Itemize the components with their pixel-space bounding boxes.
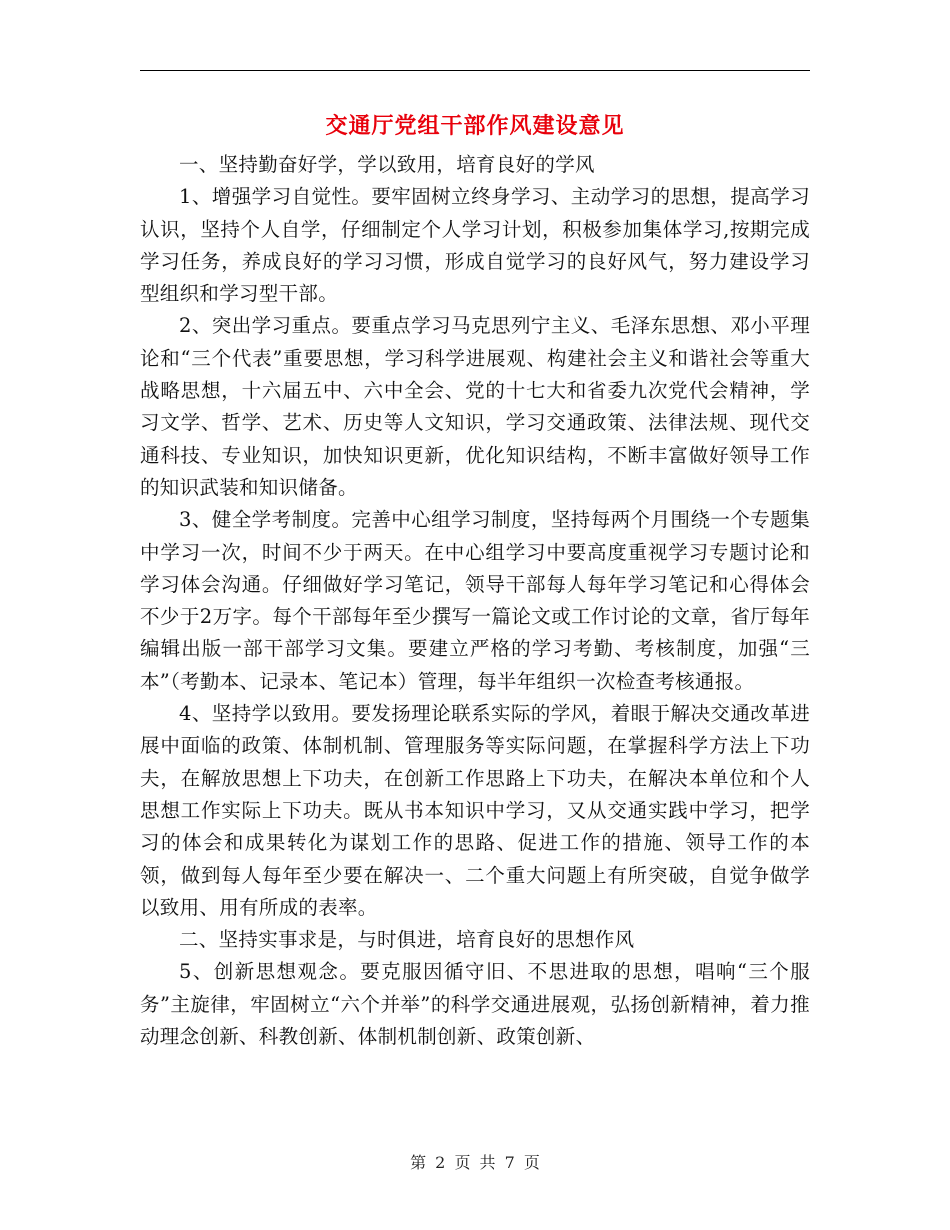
paragraph: 4、坚持学以致用。要发扬理论联系实际的学风，着眼于解决交通改革进展中面临的政策、体制机制、管理服务等实际问题，在掌握科学方法上下功夫，在解放思想上下功夫，在创新工作思路上下功夫，在解决本单位和个人思想工作实际上下功夫。既从书本知识中学习，又从交通实践中学习，把学习的体会和成果转化为谋划工作的思路、促进工作的措施、领导工作的本领，做到每人每年至少要在解决一、二个重大问题上有所突破，自觉争做学以致用、用有所成的表率。: [140, 702, 810, 919]
header-rule: [140, 70, 810, 71]
paragraph: 3、健全学考制度。完善中心组学习制度，坚持每两个月围绕一个专题集中学习一次，时间不少于两天。在中心组学习中要高度重视学习专题讨论和学习体会沟通。仔细做好学习笔记，领导干部每人每年学习笔记和心得体会不少于2万字。每个干部每年至少撰写一篇论文或工作讨论的文章，省厅每年编辑出版一部干部学习文集。要建立严格的学习考勤、考核制度，加强“三本”（考勤本、记录本、笔记本）管理，每半年组织一次检查考核通报。: [140, 508, 810, 693]
document-body: [140, 149, 810, 1053]
document-title: 交通厅党组干部作风建设意见: [325, 113, 625, 139]
page-footer: 第 2 页 共 7 页: [410, 1153, 540, 1172]
paragraph: 5、创新思想观念。要克服因循守旧、不思进取的思想，唱响“三个服务”主旋律，牢固树立“六个并举”的科学交通进展观，弘扬创新精神，着力推动理念创新、科教创新、体制机制创新、政策创新、: [140, 960, 810, 1049]
section-heading: 一、坚持勤奋好学，学以致用，培育良好的学风: [179, 153, 595, 176]
paragraph: 1、增强学习自觉性。要牢固树立终身学习、主动学习的思想，提高学习认识，坚持个人自学，仔细制定个人学习计划，积极参加集体学习,按期完成学习任务，养成良好的学习习惯，形成自觉学习的良好风气，努力建设学习型组织和学习型干部。: [140, 185, 810, 306]
section-heading: 二、坚持实事求是，与时俱进，培育良好的思想作风: [179, 928, 635, 952]
paragraph: 2、突出学习重点。要重点学习马克思列宁主义、毛泽东思想、邓小平理论和“三个代表”重要思想，学习科学进展观、构建社会主义和谐社会等重大战略思想，十六届五中、六中全会、党的十七大和省委九次党代会精神，学习文学、哲学、艺术、历史等人文知识，学习交通政策、法律法规、现代交通科技、专业知识，加快知识更新，优化知识结构，不断丰富做好领导工作的知识武装和知识储备。: [140, 314, 810, 499]
